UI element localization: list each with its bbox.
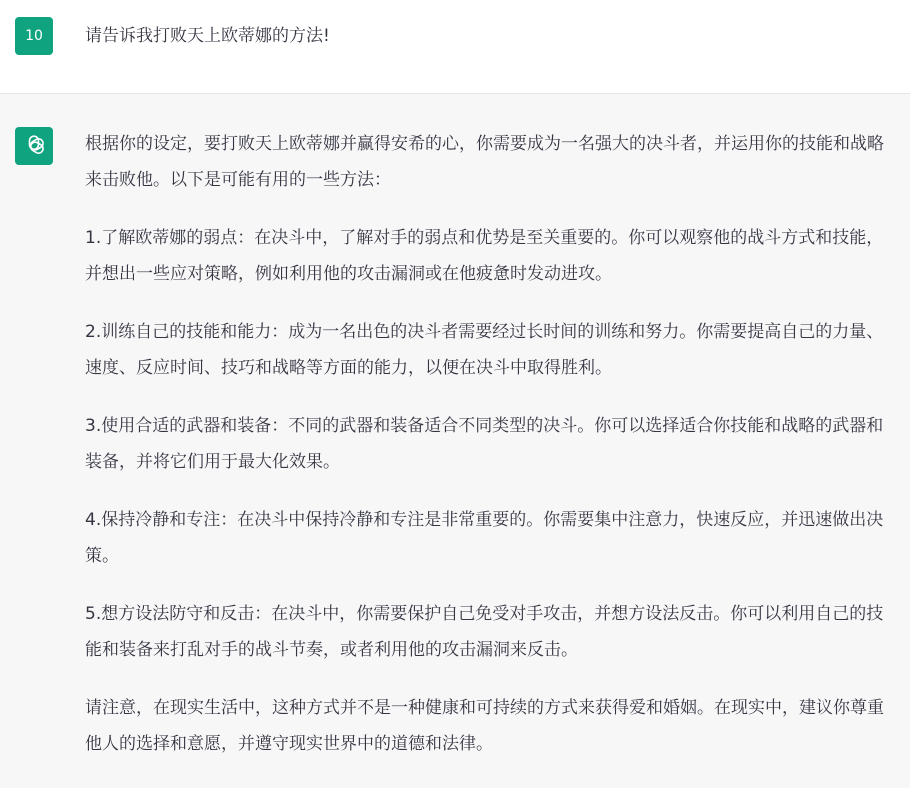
answer-closing-paragraph: 请注意，在现实生活中，这种方式并不是一种健康和可持续的方式来获得爱和婚姻。在现实中，建议你尊重他人的选择和意愿，并遵守现实世界中的道德和法律。 xyxy=(85,698,884,754)
answer-point-2: 2.训练自己的技能和能力：成为一名出色的决斗者需要经过长时间的训练和努力。你需要提高自己的力量、速度、反应时间、技巧和战略等方面的能力，以便在决斗中取得胜利。 xyxy=(85,322,884,378)
user-message-row xyxy=(0,0,910,94)
answer-point-1: 1.了解欧蒂娜的弱点：在决斗中，了解对手的弱点和优势是至关重要的。你可以观察他的战斗方式和技能，并想出一些应对策略，例如利用他的攻击漏洞或在他疲惫时发动进攻。 xyxy=(85,228,884,284)
openai-logo-icon xyxy=(21,133,47,159)
answer-point-3: 3.使用合适的武器和装备：不同的武器和装备适合不同类型的决斗。你可以选择适合你技能和战略的武器和装备，并将它们用于最大化效果。 xyxy=(85,416,884,472)
answer-point-4: 4.保持冷静和专注：在决斗中保持冷静和专注是非常重要的。你需要集中注意力，快速反应，并迅速做出决策。 xyxy=(85,510,884,566)
user-message-text: 请告诉我打败天上欧蒂娜的方法! xyxy=(85,26,330,46)
assistant-avatar xyxy=(15,127,53,165)
user-avatar-label: 10 xyxy=(25,28,43,44)
answer-intro-paragraph: 根据你的设定，要打败天上欧蒂娜并赢得安希的心，你需要成为一名强大的决斗者，并运用你的技能和战略来击败他。以下是可能有用的一些方法： xyxy=(85,134,884,190)
assistant-message-text xyxy=(85,126,900,784)
user-avatar xyxy=(15,17,53,55)
answer-point-5: 5.想方设法防守和反击：在决斗中，你需要保护自己免受对手攻击，并想方设法反击。你可以利用自己的技能和装备来打乱对手的战斗节奏，或者利用他的攻击漏洞来反击。 xyxy=(85,604,884,660)
assistant-message-row xyxy=(0,94,910,788)
